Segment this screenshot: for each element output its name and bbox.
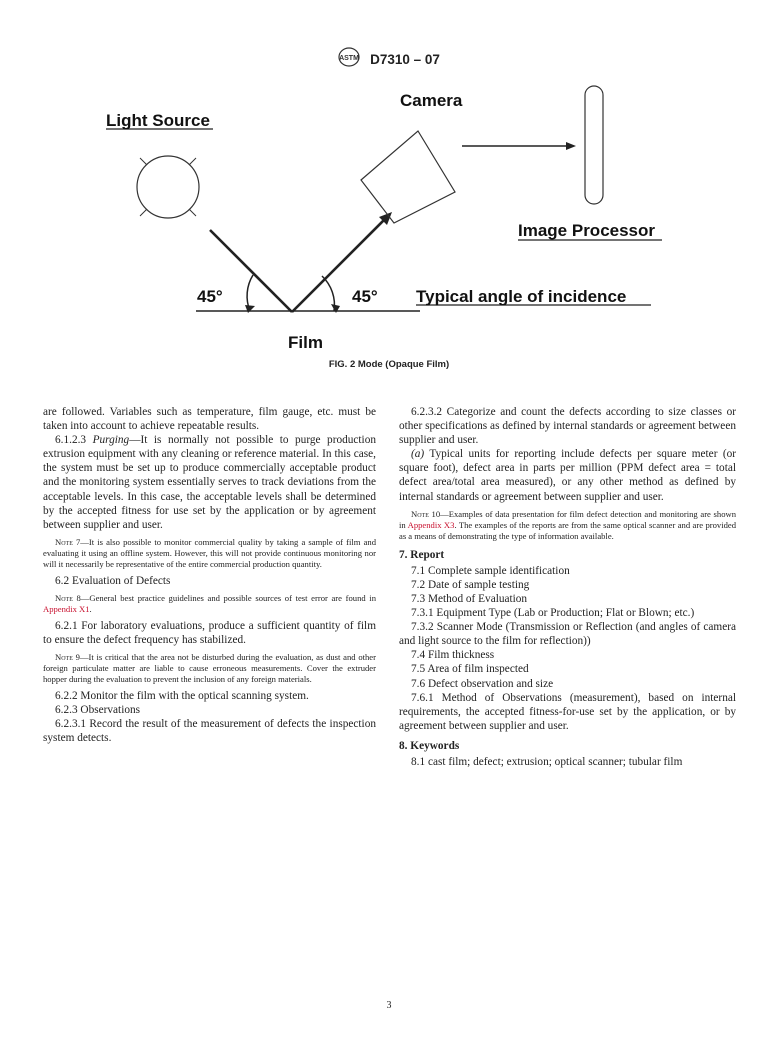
list-item: 7.3.1 Equipment Type (Lab or Production; Flat or Blown; etc.)	[411, 607, 695, 620]
page-number: 3	[386, 1000, 392, 1011]
list-item: 7.6 Defect observation and size	[411, 677, 554, 690]
section-heading: 6.2 Evaluation of Defects	[55, 574, 171, 587]
right-column	[399, 405, 736, 769]
note-9: Note 9—It is critical that the area not be disturbed during the evaluation, as dust and other foreign particulate matter are liable to cause erroneous measurements. Cover the extruder hopper during the evaluation to prevent the inclusion of any foreign materials.	[43, 652, 376, 685]
paragraph: 6.2.3 Observations	[55, 704, 141, 717]
camera-label: Camera	[400, 91, 463, 110]
paragraph: (a) Typical units for reporting include defects per square meter (or square foot), defect area in parts per million (PPM defect area = total defect area/total area measured), or any other method as defined by internal standards or agreement between supplier and user.	[399, 448, 736, 503]
note-7: Note 7—It is also possible to monitor commercial quality by taking a sample of film and evaluating it using an offline system. However, this will not provide continuous monitoring nor will it necessarily be representative of the entire commercial production quantity.	[43, 536, 376, 569]
appendix-x3-link[interactable]: Appendix X3	[407, 519, 455, 530]
paragraph: are followed. Variables such as temperature, film gauge, etc. must be taken into account to achieve repeatable results.	[43, 406, 376, 433]
list-item: 7.1 Complete sample identification	[411, 564, 570, 577]
light-source-icon	[137, 156, 199, 218]
image-processor-icon	[585, 86, 603, 204]
left-column	[43, 405, 376, 746]
film-label: Film	[288, 333, 323, 352]
typical-angle-label: Typical angle of incidence	[416, 287, 627, 306]
paragraph: 6.2.3.2 Categorize and count the defects according to size classes or other specifications as defined by internal standards or agreement between supplier and user.	[399, 406, 736, 447]
note-10: Note 10—Examples of data presentation for film defect detection and monitoring are shown in Appendix X3. The examples of the reports are from the same optical scanner and are provided as a means of demonstrating the type of information available.	[399, 508, 736, 541]
angle-right-label: 45°	[352, 287, 378, 306]
image-processor-label: Image Processor	[518, 221, 656, 240]
list-item: 7.5 Area of film inspected	[411, 663, 529, 676]
paragraph: 6.2.1 For laboratory evaluations, produce a sufficient quantity of film to ensure the defect frequency has stabilized.	[43, 619, 376, 647]
astm-logo-icon	[338, 47, 360, 72]
svg-text:ASTM: ASTM	[339, 55, 360, 62]
paragraph: 6.2.3.1 Record the result of the measurement of defects the inspection system detects.	[43, 718, 376, 745]
list-item: 7.2 Date of sample testing	[411, 578, 530, 591]
keywords: 8.1 cast film; defect; extrusion; optical scanner; tubular film	[411, 755, 683, 768]
paragraph: 6.2.2 Monitor the film with the optical scanning system.	[55, 690, 309, 703]
section-heading-keywords: 8. Keywords	[399, 739, 460, 752]
camera-icon	[361, 131, 455, 223]
list-item: 7.6.1 Method of Observations (measurement), based on internal requirements, the accepted fitness-for-use set by the application, or by agreement between supplier and user.	[399, 691, 736, 732]
figure-opaque-film	[0, 80, 778, 380]
angle-left-label: 45°	[197, 287, 223, 306]
page-header	[0, 47, 778, 72]
appendix-x1-link[interactable]: Appendix X1	[43, 603, 90, 614]
list-item: 7.3 Method of Evaluation	[411, 592, 528, 605]
note-8: Note 8—General best practice guidelines and possible sources of test error are found in Appendix X1.	[43, 592, 376, 614]
light-source-label: Light Source	[106, 111, 210, 130]
document-id: D7310 – 07	[370, 52, 440, 67]
paragraph-purging: 6.1.2.3 Purging—It is normally not possible to purge production extrusion equipment with any cleaning or reference material. In this case, the system must be set up to produce commercially acceptable product and the monitoring system essentially serves to track deviations from the acceptable levels. In this case, the acceptable levels shall be determined by the accepted fitness for use set by the application or by agreement between supplier and user.	[43, 434, 376, 531]
list-item: 7.3.2 Scanner Mode (Transmission or Reflection (and angles of camera and light source to the film for reflection))	[399, 621, 736, 648]
list-item: 7.4 Film thickness	[411, 649, 495, 662]
figure-caption: FIG. 2 Mode (Opaque Film)	[328, 359, 450, 370]
section-heading-report: 7. Report	[399, 548, 445, 561]
